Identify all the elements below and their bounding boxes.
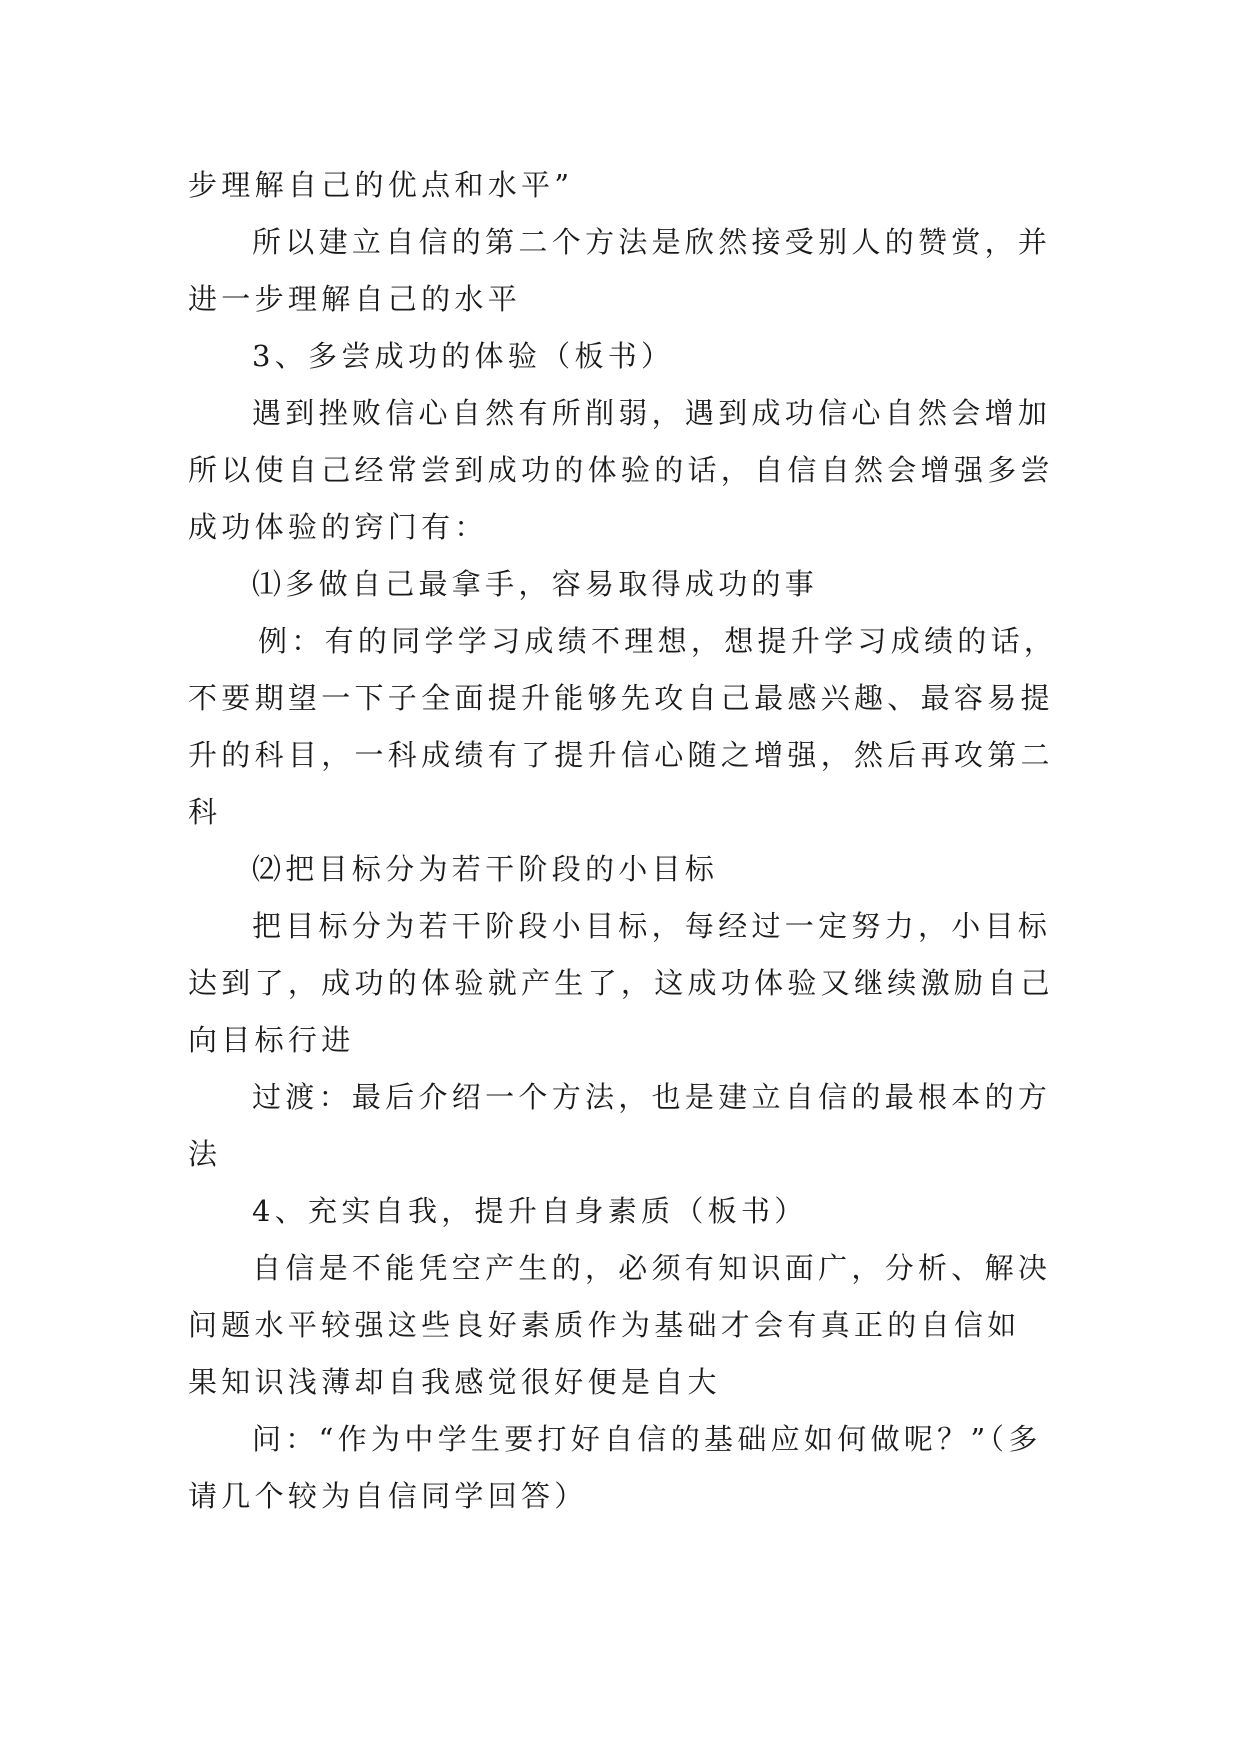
- text-line: 例：有的同学学习成绩不理想，想提升学习成绩的话，: [258, 624, 1058, 658]
- text-line: 请几个较为自信同学回答）: [188, 1479, 588, 1513]
- text-line: 向目标行进: [188, 1023, 355, 1057]
- text-line: 法: [188, 1137, 222, 1171]
- text-line: 升的科目，一科成绩有了提升信心随之增强，然后再攻第二: [188, 738, 1054, 772]
- text-line: 把目标分为若干阶段小目标，每经过一定努力，小目标: [252, 909, 1052, 943]
- text-line: 过渡：最后介绍一个方法，也是建立自信的最根本的方: [252, 1080, 1052, 1114]
- text-line: 科: [188, 795, 222, 829]
- text-line: 进一步理解自己的水平: [188, 282, 522, 316]
- list-item: ⑵把目标分为若干阶段的小目标: [252, 852, 719, 886]
- text-line: 所以建立自信的第二个方法是欣然接受别人的赞赏，并: [252, 225, 1052, 259]
- text-line: 不要期望一下子全面提升能够先攻自己最感兴趣、最容易提: [188, 681, 1054, 715]
- text-line: 问题水平较强这些良好素质作为基础才会有真正的自信如: [188, 1308, 1021, 1342]
- list-item: ⑴多做自己最拿手，容易取得成功的事: [252, 567, 819, 601]
- text-line: 果知识浅薄却自我感觉很好便是自大: [188, 1365, 721, 1399]
- section-heading: 4、充实自我，提升自身素质（板书）: [252, 1194, 808, 1228]
- section-heading: 3、多尝成功的体验（板书）: [252, 339, 675, 373]
- text-line: 成功体验的窍门有：: [188, 510, 488, 544]
- text-line: 问：“作为中学生要打好自信的基础应如何做呢？”（多: [252, 1422, 1042, 1456]
- text-line: 所以使自己经常尝到成功的体验的话，自信自然会增强多尝: [188, 453, 1054, 487]
- text-line: 步理解自己的优点和水平”: [188, 168, 574, 202]
- text-line: 自信是不能凭空产生的，必须有知识面广，分析、解决: [252, 1251, 1052, 1285]
- text-line: 达到了，成功的体验就产生了，这成功体验又继续激励自己: [188, 966, 1054, 1000]
- text-line: 遇到挫败信心自然有所削弱，遇到成功信心自然会增加: [252, 396, 1052, 430]
